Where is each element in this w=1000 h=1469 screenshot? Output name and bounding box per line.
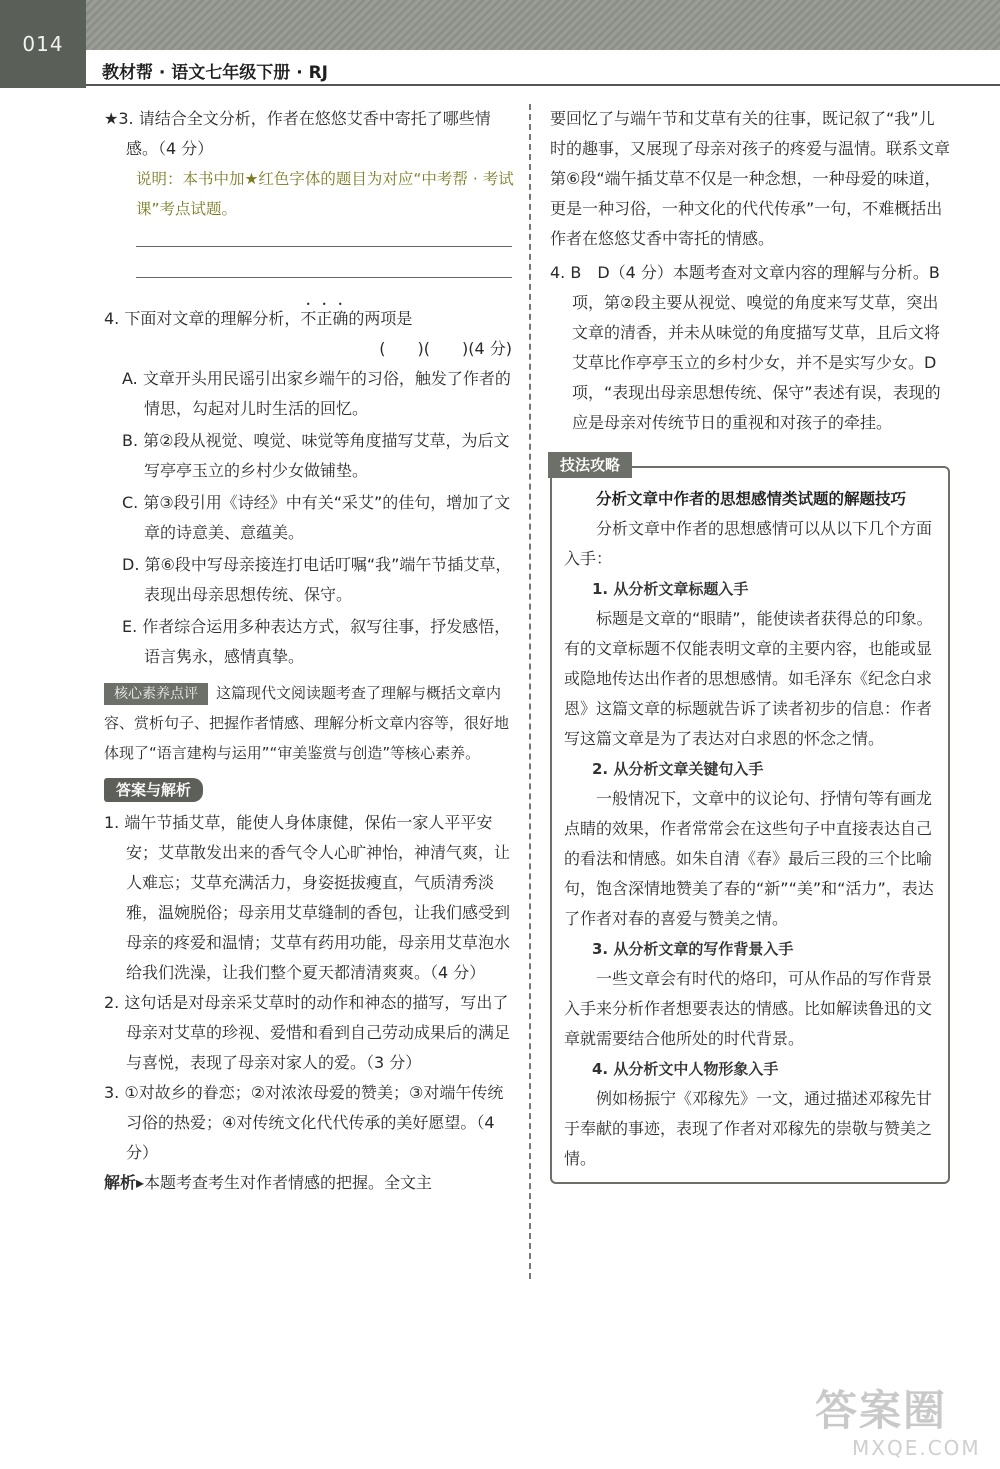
header-pattern-bar [86, 0, 1000, 50]
tips-heading-3: 3. 从分析文章的写作背景入手 [592, 940, 794, 958]
question-4-stem [104, 300, 518, 334]
analysis-label: 解析▸ [104, 1173, 145, 1192]
question-4 [104, 300, 518, 672]
review-tag: 核心素养点评 [104, 683, 208, 705]
answer-line-2[interactable] [136, 277, 512, 278]
analysis-text: 本题考查考生对作者情感的把握。全文主 [144, 1173, 433, 1192]
technique-tips-box [550, 456, 950, 1184]
answers-section [104, 768, 518, 1198]
review-text: 这篇现代文阅读题考查了理解与概括文章内容、赏析句子、把握作者情感、理解分析文章内容等，很好地体现了“语言建构与运用”“审美鉴赏与创造”等核心素养。 [104, 684, 510, 762]
left-column [104, 104, 518, 1198]
header-rule [86, 84, 1000, 86]
column-divider [529, 104, 531, 1279]
watermark-url: MXQE.COM [852, 1436, 981, 1460]
question-4-stem-after: 的两项是 [348, 309, 413, 328]
question-3-text: ★3. 请结合全文分析，作者在悠悠艾香中寄托了哪些情感。（4 分） [104, 109, 491, 158]
question-4-stem-before: 4. 下面对文章的理解分析， [104, 309, 301, 328]
tips-body-4: 例如杨振宁《邓稼先》一文，通过描述邓稼先甘于奉献的事迹，表现了作者对邓稼先的崇敬与赞美之情。 [564, 1089, 933, 1168]
answers-tag: 答案与解析 [104, 778, 203, 802]
option-e[interactable]: E. 作者综合运用多种表达方式，叙写往事，抒发感悟，语言隽永，感情真挚。 [122, 617, 511, 666]
tips-heading-1: 1. 从分析文章标题入手 [592, 580, 749, 598]
book-title: 教材帮 · 语文七年级下册 · RJ [102, 63, 329, 83]
tips-title: 分析文章中作者的思想感情类试题的解题技巧 [595, 490, 906, 508]
tips-body-3: 一些文章会有时代的烙印，可从作品的写作背景入手来分析作者想要表达的情感。比如解读鲁迅的文章就需要结合他所处的时代背景。 [564, 969, 933, 1048]
tips-intro: 分析文章中作者的思想感情可以从以下几个方面入手： [564, 519, 933, 568]
answer-line-1[interactable] [136, 246, 512, 247]
answer-2: 2. 这句话是对母亲采艾草时的动作和神态的描写，写出了母亲对艾草的珍视、爱惜和看到自己劳动成果后的满足与喜悦，表现了母亲对家人的爱。（3 分） [104, 993, 511, 1072]
core-literacy-review [104, 678, 518, 768]
page-number: 014 [0, 0, 86, 88]
question-4-stem-emphasis: 不正确 [300, 309, 349, 328]
option-b[interactable]: B. 第②段从视觉、嗅觉、味觉等角度描写艾草，为后文写亭亭玉立的乡村少女做铺垫。 [122, 431, 510, 480]
question-3 [104, 104, 518, 278]
answer-3: 3. ①对故乡的眷恋；②对浓浓母爱的赞美；③对端午传统习俗的热爱；④对传统文化代代传承的美好愿望。（4 分） [104, 1083, 504, 1162]
page-header [0, 0, 1000, 88]
tips-tag: 技法攻略 [548, 452, 632, 478]
tips-heading-4: 4. 从分析文中人物形象入手 [592, 1060, 779, 1078]
answer-3-analysis [104, 1168, 518, 1198]
option-c[interactable]: C. 第③段引用《诗经》中有关“采艾”的佳句，增加了文章的诗意美、意蕴美。 [122, 493, 511, 542]
question-3-note: 说明：本书中加★红色字体的题目为对应“中考帮 · 考试课”考点试题。 [136, 170, 514, 218]
answer-1: 1. 端午节插艾草，能使人身体康健，保佑一家人平平安安；艾草散发出来的香气令人心旷神怡，神清气爽，让人难忘；艾草充满活力，身姿挺拔瘦直，气质清秀淡雅，温婉脱俗；母亲用艾草缝制的香包，让我们感受到母亲的疼爱和温情；艾草有药用功能，母亲用艾草泡水给我们洗澡，让我们整个夏天都清清爽爽。（4 分） [104, 813, 511, 982]
right-column [550, 104, 950, 1184]
watermark-logo: 答案圈 [815, 1386, 948, 1435]
option-a[interactable]: A. 文章开头用民谣引出家乡端午的习俗，触发了作者的情思，勾起对儿时生活的回忆。 [122, 369, 511, 418]
tips-body-1: 标题是文章的“眼睛”，能使读者获得总的印象。有的文章标题不仅能表明文章的主要内容，也能或显或隐地传达出作者的思想感情。如毛泽东《纪念白求恩》这篇文章的标题就告诉了读者初步的信息：作者写这篇文章是为了表达对白求恩的怀念之情。 [564, 609, 933, 748]
tips-body-2: 一般情况下，文章中的议论句、抒情句等有画龙点睛的效果，作者常常会在这些句子中直接表达自己的看法和情感。如朱自清《春》最后三段的三个比喻句，饱含深情地赞美了春的“新”“美”和“活力”，表达了作者对春的喜爱与赞美之情。 [564, 789, 934, 928]
analysis-continued: 要回忆了与端午节和艾草有关的往事，既记叙了“我”儿时的趣事，又展现了母亲对孩子的疼爱与温情。联系文章第⑥段“端午插艾草不仅是一种念想，一种母爱的味道，更是一种习俗，一种文化的代代传承”一句，不难概括出作者在悠悠艾香中寄托的情感。 [550, 109, 951, 248]
tips-heading-2: 2. 从分析文章关键句入手 [592, 760, 764, 778]
question-4-answer-slots[interactable]: ( )( )(4 分) [379, 339, 512, 358]
answer-4: 4. B D（4 分）本题考查对文章内容的理解与分析。B 项，第②段主要从视觉、嗅觉的角度来写艾草，突出文章的清香，并未从味觉的角度描写艾草，且后文将艾草比作亭亭玉立的乡村少女，并不是实写少女。D 项，“表现出母亲思想传统、保守”表述有误，表现的应是母亲对传统节日的重视和对孩子的牵挂。 [550, 263, 941, 432]
option-d[interactable]: D. 第⑥段中写母亲接连打电话叮嘱“我”端午节插艾草，表现出母亲思想传统、保守。 [122, 555, 512, 604]
